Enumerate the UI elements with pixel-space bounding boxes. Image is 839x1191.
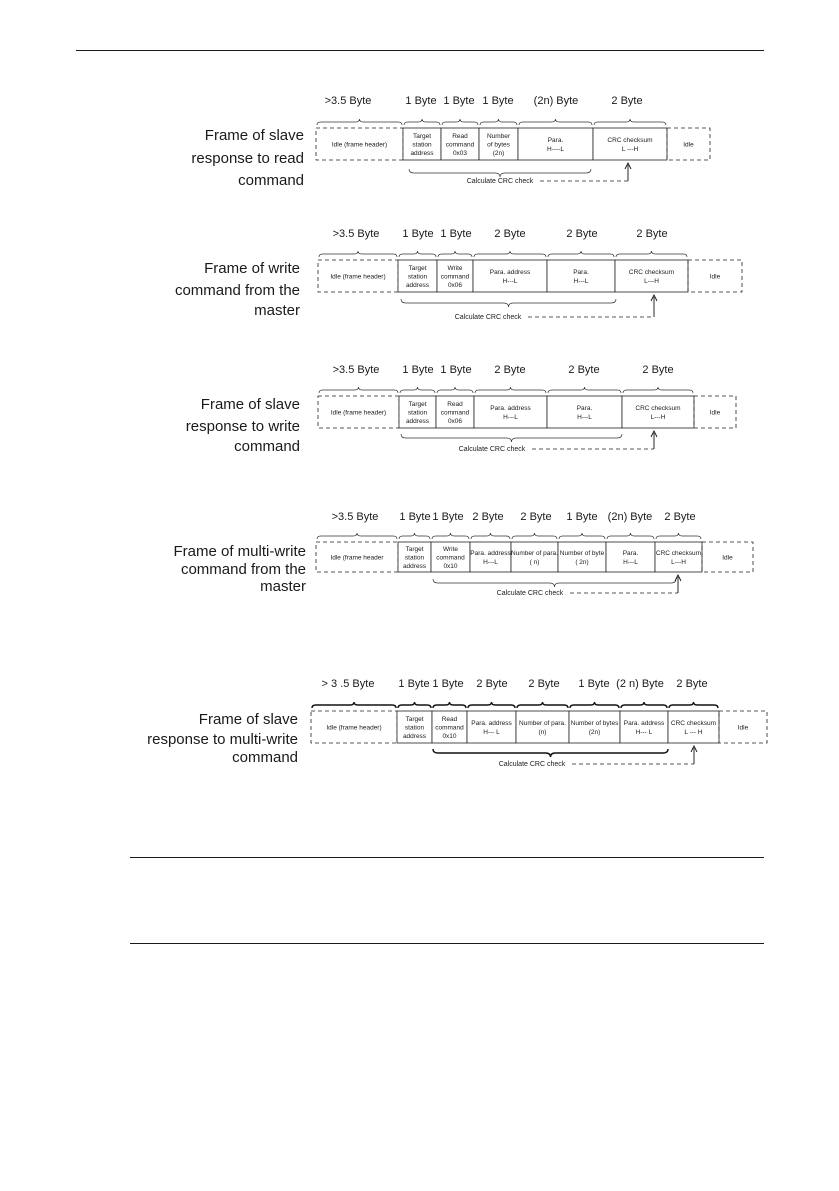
byte-brace [559,533,605,539]
byte-brace [471,533,510,539]
frame-field-text: Para. address [471,720,512,727]
frame-field-text: 0x10 [443,563,458,570]
frame-field-cell [620,711,668,743]
frame-title-line: Frame of write [204,260,300,277]
frame-field-cell [516,711,569,743]
frame-field-text: Target [412,133,432,140]
byte-count-label: 1 Byte [402,364,434,376]
frame-field-text: L---H [644,278,659,285]
frame-field-text: Idle [722,554,733,562]
frame-field-text: Idle (frame header) [330,273,386,281]
byte-brace [517,702,568,708]
frame-title-line: command [232,749,298,766]
frame-field-text: station [404,554,425,562]
frame-field-cell [473,260,547,292]
byte-count-label: (2n) Byte [607,511,653,523]
frame-field-text: Para. [573,269,589,276]
frame-field-text: station [407,409,428,417]
byte-brace [623,387,693,393]
byte-count-label: 2 Byte [566,228,598,240]
frame-field-text: (2n) [588,729,601,736]
byte-count-label: >3.5 Byte [331,511,379,523]
frame-field-text: 0x03 [452,150,468,157]
frame-field-text: Idle [709,409,721,417]
byte-count-label: (2 n) Byte [616,678,664,690]
frame-field-text: H---L [577,414,592,421]
frame-field-cell [615,260,688,292]
frame-field-cell [593,128,667,160]
byte-count-label: 1 Byte [578,678,610,690]
frame-field-text: H---L [483,559,498,566]
frame-field-cell [511,542,558,572]
frame-field-text: station [412,141,432,149]
frame-field-text: command [440,273,470,281]
frame-slave-write [186,364,736,455]
frame-field-text: Para. [547,137,564,144]
byte-count-label: >3.5 Byte [332,364,380,376]
frame-master-write [175,228,742,321]
byte-count-label: > 3 .5 Byte [321,678,375,690]
frame-field-text: Number of byte [559,550,605,557]
frame-title-line: Frame of slave [204,127,304,144]
frame-field-text: station [407,273,428,281]
frame-field-cell [470,542,511,572]
byte-brace [437,387,473,393]
frame-field-cell [467,711,516,743]
frame-field-text: Idle (frame header) [331,141,388,149]
frame-field-text: Para. address [489,269,531,276]
byte-count-label: 2 Byte [494,228,526,240]
byte-count-label: (2n) Byte [533,95,579,107]
byte-count-label: 1 Byte [482,95,514,107]
frame-field-text: Idle (frame header) [330,409,387,417]
crc-label: Calculate CRC check [498,761,566,768]
frame-field-text: command [436,554,465,562]
crc-range-brace [433,579,676,587]
frame-master-multi-write [173,511,753,597]
byte-brace [548,387,621,393]
byte-brace [398,702,431,708]
frame-field-cell [518,128,593,160]
frame-field-text: Write [442,546,459,553]
byte-brace [480,119,517,125]
byte-count-label: 1 Byte [398,678,430,690]
frame-slave-read [191,95,710,189]
frame-field-text: CRC checksum [670,720,717,727]
crc-label: Calculate CRC check [454,314,522,321]
frame-field-text: Target [408,265,427,272]
byte-count-label: 2 Byte [528,678,560,690]
frame-field-text: Idle [709,273,721,281]
frame-field-text: ( 2n) [575,559,589,566]
byte-count-label: 2 Byte [520,511,552,523]
frame-field-text: 0x06 [447,282,463,289]
crc-label: Calculate CRC check [458,446,526,453]
frame-field-text: Target [405,716,424,723]
frame-title-line: Frame of multi-write [173,543,306,560]
frame-field-text: CRC checksum [628,269,675,276]
byte-brace [607,533,654,539]
byte-brace [548,251,614,257]
byte-brace [433,702,466,708]
frame-field-text: command [440,409,470,417]
frame-title-line: Frame of slave [200,396,300,413]
byte-brace [317,533,397,539]
byte-brace [616,251,687,257]
crc-label: Calculate CRC check [466,178,534,185]
crc-range-brace [401,434,622,442]
frame-field-text: H---L [573,278,589,285]
byte-count-label: >3.5 Byte [332,228,380,240]
byte-count-label: 1 Byte [432,678,464,690]
byte-brace [319,251,397,257]
frame-field-text: Number [486,133,511,140]
byte-count-label: 1 Byte [405,95,437,107]
frame-field-text: command [445,141,475,149]
byte-brace [438,251,472,257]
frame-title-line: response to read [191,150,304,167]
byte-count-label: 1 Byte [440,228,472,240]
frame-title-line: Frame of slave [198,711,298,728]
frame-field-cell [558,542,606,572]
frame-field-cell [606,542,655,572]
byte-brace [519,119,592,125]
byte-brace [317,119,402,125]
byte-brace [474,251,546,257]
frame-field-text: L---H [650,414,666,421]
frame-field-text: Para. [622,550,639,557]
byte-brace [594,119,666,125]
frame-field-text: station [404,724,425,732]
frame-field-text: Para. address [490,405,531,412]
frame-field-text: Idle (frame header) [326,724,382,732]
byte-count-label: 1 Byte [440,364,472,376]
frame-field-text: address [402,733,427,740]
byte-brace [312,702,396,708]
frame-title-line: master [260,578,306,595]
byte-count-label: 2 Byte [664,511,696,523]
frame-title-line: master [254,302,300,319]
frame-field-text: H--- L [635,729,653,736]
frame-field-text: Read [452,133,468,140]
frame-title-line: response to write [185,418,300,435]
frame-field-text: CRC checksum [655,550,702,557]
frame-field-text: address [405,418,430,425]
frame-field-text: Para. address [470,550,511,557]
frame-field-text: Target [408,401,427,408]
frame-field-text: Read [441,716,458,723]
frame-field-text: Idle [737,724,749,732]
byte-count-label: 2 Byte [676,678,708,690]
frame-field-text: H---L [623,559,638,566]
byte-brace [468,702,515,708]
frame-field-cell [474,396,547,428]
byte-count-label: 1 Byte [402,228,434,240]
frame-field-cell [622,396,694,428]
frame-field-text: Idle (frame header [330,554,384,562]
crc-range-brace [433,749,668,757]
frame-field-text: Write [447,265,463,272]
crc-label: Calculate CRC check [496,590,564,597]
frame-field-text: address [405,282,430,289]
frame-field-text: H--- L [483,729,500,736]
frame-field-text: (2n) [492,150,505,157]
frame-field-text: Target [405,546,424,553]
frame-title-line: command from the [180,561,306,578]
byte-count-label: 1 Byte [399,511,431,523]
byte-count-label: 1 Byte [443,95,475,107]
frame-field-text: 0x10 [442,733,457,740]
frame-field-text: command [435,724,464,732]
byte-brace [442,119,478,125]
byte-brace [621,702,667,708]
byte-brace [570,702,619,708]
frame-field-text: of bytes [487,141,510,149]
crc-range-brace [401,299,616,307]
frame-field-cell [668,711,719,743]
byte-count-label: 1 Byte [566,511,598,523]
byte-count-label: 2 Byte [476,678,508,690]
frame-field-text: ( n) [529,559,540,566]
byte-brace [656,533,701,539]
crc-range-brace [409,169,591,177]
byte-brace [399,251,436,257]
byte-brace [512,533,557,539]
frame-field-text: L --- H [684,729,703,736]
frame-field-text: address [402,563,427,570]
frame-field-text: L---H [671,559,686,566]
frame-title-line: command from the [174,282,300,299]
byte-count-label: 1 Byte [432,511,464,523]
byte-brace [669,702,718,708]
frame-field-text: H---L [503,414,518,421]
byte-brace [404,119,440,125]
byte-count-label: 2 Byte [494,364,526,376]
byte-count-label: 2 Byte [568,364,600,376]
frame-field-text: Para. address [623,720,665,727]
byte-brace [475,387,546,393]
frame-field-cell [547,260,615,292]
byte-count-label: 2 Byte [642,364,674,376]
byte-brace [399,533,430,539]
byte-brace [432,533,469,539]
frame-field-text: L ---H [621,146,639,153]
byte-count-label: 2 Byte [472,511,504,523]
frame-field-text: CRC checksum [607,137,653,144]
byte-count-label: 2 Byte [611,95,643,107]
byte-brace [319,387,398,393]
byte-count-label: 2 Byte [636,228,668,240]
byte-count-label: >3.5 Byte [324,95,372,107]
frame-field-text: Number of para. [519,720,566,727]
frame-field-text: Number of bytes [570,720,619,727]
frame-title-line: response to multi-write [147,731,298,748]
byte-brace [400,387,435,393]
frame-field-cell [569,711,620,743]
frame-field-text: (n) [538,729,547,736]
frame-field-text: Read [447,401,463,408]
frame-field-text: Idle [683,141,694,149]
frame-slave-multi-write [147,678,767,768]
frame-field-text: H---L [502,278,518,285]
frame-field-cell [655,542,702,572]
frame-field-text: address [410,150,434,157]
frame-field-text: Para. [576,405,593,412]
frame-field-cell [547,396,622,428]
frame-field-text: H----L [547,146,564,153]
frame-field-text: CRC checksum [635,405,681,412]
frame-title-line: command [238,172,304,189]
frame-field-text: Number of para. [511,550,558,557]
frame-field-text: 0x06 [447,418,463,425]
frame-title-line: command [234,438,300,455]
